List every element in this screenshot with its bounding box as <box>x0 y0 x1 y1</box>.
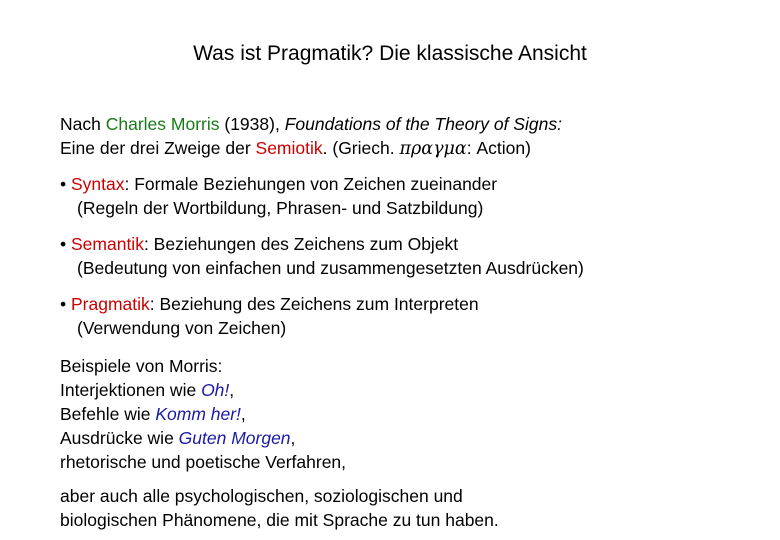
bullet-semantik <box>60 232 760 280</box>
example-prefix: Interjektionen wie <box>60 380 202 400</box>
example-suffix: , <box>240 404 246 424</box>
example-komm-her: Komm her! <box>155 404 241 424</box>
bullet-semantik-line <box>60 232 760 256</box>
intro-line2-mid: . (Griech. <box>322 138 400 158</box>
examples-paragraph <box>60 354 760 474</box>
bullet-pragmatik <box>60 292 760 340</box>
semiotik-term: Semiotik <box>255 138 323 158</box>
closing-line-1: aber auch alle psychologischen, soziologischen und <box>60 486 463 506</box>
semantik-detail: (Bedeutung von einfachen und zusammengesetzten Ausdrücken) <box>77 258 584 278</box>
pragmatik-term: Pragmatik <box>71 294 150 314</box>
page-title: Was ist Pragmatik? Die klassische Ansicht <box>193 42 587 65</box>
bullet-marker: • <box>60 234 71 254</box>
syntax-term: Syntax <box>71 174 125 194</box>
example-befehle <box>60 402 760 426</box>
example-rhetorisch: rhetorische und poetische Verfahren, <box>60 452 347 472</box>
example-prefix: Ausdrücke wie <box>60 428 179 448</box>
example-interjektionen <box>60 378 760 402</box>
intro-line2-prefix: Eine der drei Zweige der <box>60 138 256 158</box>
examples-heading: Beispiele von Morris: <box>60 356 223 376</box>
semantik-term: Semantik <box>71 234 144 254</box>
pragmatik-description: : Beziehung des Zeichens zum Interpreten <box>149 294 479 314</box>
intro-prefix: Nach <box>60 114 106 134</box>
bullet-marker: • <box>60 174 71 194</box>
example-guten-morgen: Guten Morgen <box>178 428 291 448</box>
bullet-pragmatik-line <box>60 292 760 316</box>
example-prefix: Befehle wie <box>60 404 156 424</box>
book-title: Foundations of the Theory of Signs: <box>284 114 562 134</box>
bullet-marker: • <box>60 294 71 314</box>
closing-line-2: biologischen Phänomene, die mit Sprache zu tun haben. <box>60 510 499 530</box>
example-suffix: , <box>229 380 235 400</box>
semantik-description: : Beziehungen des Zeichens zum Objekt <box>143 234 459 254</box>
pragmatik-detail: (Verwendung von Zeichen) <box>77 318 287 338</box>
example-oh: Oh! <box>201 380 230 400</box>
intro-paragraph <box>60 112 760 161</box>
syntax-detail: (Regeln der Wortbildung, Phrasen- und Satzbildung) <box>77 198 484 218</box>
example-ausdruecke <box>60 426 760 450</box>
example-suffix: , <box>290 428 296 448</box>
bullet-syntax-line <box>60 172 760 196</box>
intro-line-1 <box>60 112 760 136</box>
author-name: Charles Morris <box>105 114 220 134</box>
intro-line2-suffix: : Action) <box>466 138 531 158</box>
greek-word: πραγμα <box>399 139 467 159</box>
syntax-description: : Formale Beziehungen von Zeichen zueinander <box>124 174 498 194</box>
intro-line-2 <box>60 136 760 161</box>
intro-year: (1938), <box>219 114 285 134</box>
bullet-syntax <box>60 172 760 220</box>
closing-paragraph <box>60 484 760 532</box>
